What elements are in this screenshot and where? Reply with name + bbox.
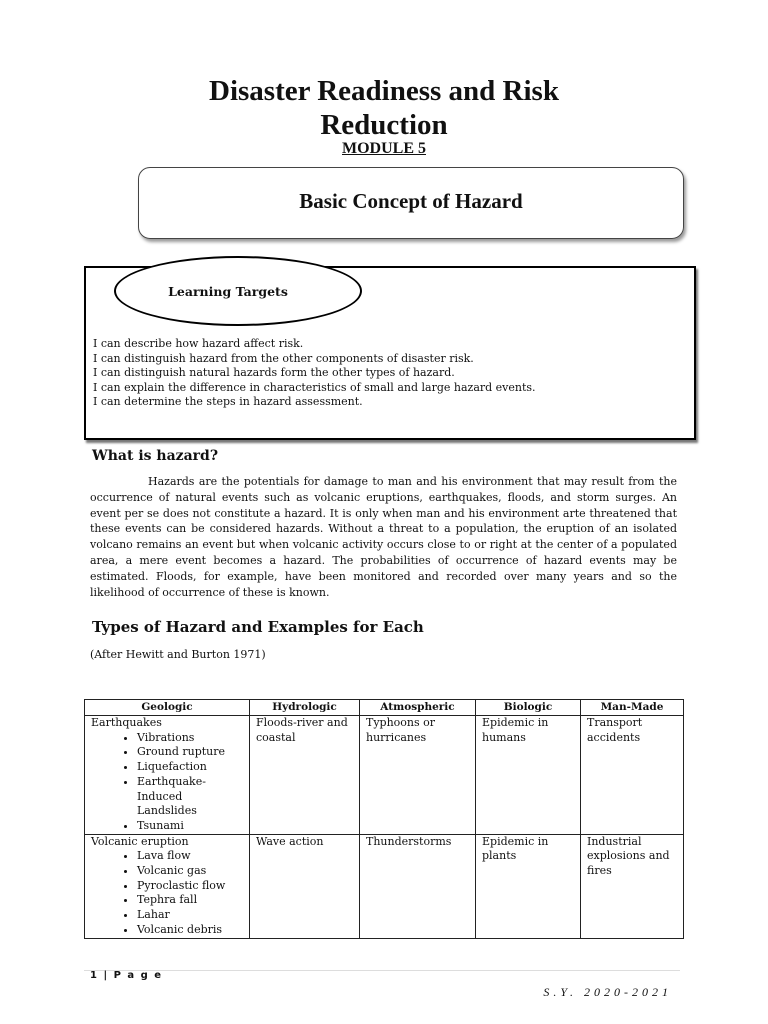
atmospheric-cell: Thunderstorms bbox=[360, 834, 476, 938]
citation: (After Hewitt and Burton 1971) bbox=[90, 648, 266, 661]
title-line-2: Reduction bbox=[320, 109, 448, 141]
module-label: MODULE 5 bbox=[342, 140, 426, 157]
learning-target-item: I can distinguish natural hazards form the other types of hazard. bbox=[93, 366, 455, 380]
title-line-1: Disaster Readiness and Risk bbox=[209, 75, 559, 107]
learning-target-item: I can determine the steps in hazard assessment. bbox=[93, 395, 363, 409]
school-year: S.Y. 2020-2021 bbox=[543, 985, 672, 999]
table-row bbox=[85, 834, 684, 938]
geologic-title: Earthquakes bbox=[91, 716, 162, 729]
list-item: • Liquefaction bbox=[137, 760, 243, 775]
table-header-row bbox=[85, 700, 684, 716]
biologic-cell: Epidemic in plants bbox=[476, 834, 581, 938]
geologic-title: Volcanic eruption bbox=[91, 834, 189, 848]
column-header-geologic: Geologic bbox=[85, 700, 250, 716]
learning-target-item: I can distinguish hazard from the other components of disaster risk. bbox=[93, 351, 474, 365]
document-title bbox=[0, 74, 768, 142]
list-item: • Lahar bbox=[137, 908, 243, 923]
man-made-cell: Transport accidents bbox=[581, 716, 684, 835]
hazard-types-table bbox=[84, 699, 684, 939]
hydrologic-cell: Wave action bbox=[250, 834, 360, 938]
types-heading: Types of Hazard and Examples for Each bbox=[92, 618, 424, 636]
learning-targets-oval bbox=[114, 256, 362, 326]
geologic-cell bbox=[85, 716, 250, 835]
geologic-list bbox=[91, 849, 243, 937]
list-item: • Pyroclastic flow bbox=[137, 879, 243, 894]
column-header-man-made: Man-Made bbox=[581, 700, 684, 716]
list-item: • Tsunami bbox=[137, 819, 243, 834]
hydrologic-cell: Floods-river and coastal bbox=[250, 716, 360, 835]
list-item: • Volcanic debris bbox=[137, 923, 243, 938]
list-item: • Tephra fall bbox=[137, 893, 243, 908]
topic-box bbox=[138, 167, 684, 239]
geologic-cell bbox=[85, 834, 250, 938]
page-number: 1 | P a g e bbox=[90, 970, 163, 981]
atmospheric-cell: Typhoons or hurricanes bbox=[360, 716, 476, 835]
what-is-hazard-paragraph: Hazards are the potentials for damage to man and his environment that may result from the occurrence of natural events such as volcanic eruptions, earthquakes, floods, and storm surges. An event per se does not constitute a hazard. It is only when man and his environment arte threatened that these events can be considered hazards. Without a threat to a population, the eruption of an isolated volcano remains an event but when volcanic activity occurs close to or right at the center of a populated area, a mere event becomes a hazard. The probabilities of occurrence of hazard events may be estimated. Floods, for example, have been monitored and recorded over many years and so the likelihood of occurrence of these is known. bbox=[90, 475, 677, 599]
what-is-hazard-heading: What is hazard? bbox=[92, 448, 219, 464]
man-made-cell: Industrial explosions and fires bbox=[581, 834, 684, 938]
list-item: • Vibrations bbox=[137, 731, 243, 746]
topic-title: Basic Concept of Hazard bbox=[299, 188, 523, 213]
column-header-atmospheric: Atmospheric bbox=[360, 700, 476, 716]
column-header-biologic: Biologic bbox=[476, 700, 581, 716]
learning-target-item: I can describe how hazard affect risk. bbox=[93, 337, 304, 350]
column-header-hydrologic: Hydrologic bbox=[250, 700, 360, 716]
learning-targets-list bbox=[93, 337, 536, 410]
learning-target-item: I can explain the difference in characteristics of small and large hazard events. bbox=[93, 380, 536, 394]
table-row bbox=[85, 716, 684, 835]
footer-divider bbox=[84, 970, 680, 971]
biologic-cell: Epidemic in humans bbox=[476, 716, 581, 835]
list-item: • Earthquake-Induced Landslides bbox=[137, 775, 243, 819]
list-item: • Volcanic gas bbox=[137, 864, 243, 879]
list-item: • Lava flow bbox=[137, 849, 243, 864]
learning-targets-label: Learning Targets bbox=[168, 283, 288, 299]
list-item: • Ground rupture bbox=[137, 745, 243, 760]
geologic-list bbox=[91, 731, 243, 834]
